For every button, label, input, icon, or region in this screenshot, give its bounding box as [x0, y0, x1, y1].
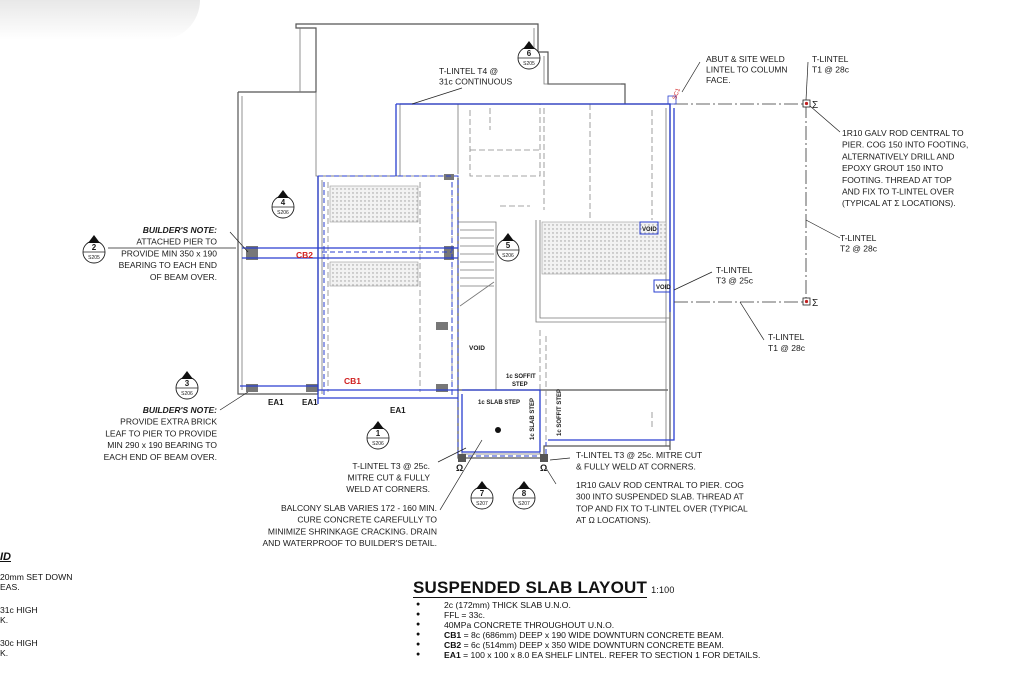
note-key: CB1	[444, 630, 462, 640]
legend-item: EAS.	[0, 582, 20, 592]
annotation-t3-left	[346, 461, 430, 494]
drawing-title	[413, 578, 675, 598]
annotation-line: T-LINTEL	[716, 265, 753, 275]
annotation-line: T-LINTEL T4 @	[439, 66, 499, 76]
section-marker-ref: S206	[502, 253, 514, 259]
annotation-line: T2 @ 28c	[840, 243, 877, 254]
ea1-label-1: EA1	[268, 398, 284, 407]
sigma-top: Σ	[812, 100, 819, 111]
note-text: 40MPa CONCRETE THROUGHOUT U.N.O.	[444, 620, 615, 630]
cb2-label: CB2	[296, 250, 314, 260]
annotation-line: T1 @ 28c	[812, 64, 849, 75]
annotation-line: EACH END OF BEAM OVER.	[103, 451, 217, 462]
section-marker-arrow-icon	[277, 190, 289, 198]
section-marker-ref: S205	[88, 255, 100, 261]
note-item	[413, 620, 760, 630]
annotation-line: LEAF TO PIER TO PROVIDE	[105, 428, 217, 439]
soffit-step-line1: 1c SOFFIT	[506, 374, 536, 380]
ea1-label-3: EA1	[390, 406, 406, 415]
soffit-step-line2: STEP	[512, 382, 528, 388]
section-marker-number: 3	[184, 379, 190, 388]
section-marker-number: 8	[521, 489, 527, 498]
annotation-line: PROVIDE MIN 350 x 190	[121, 248, 217, 259]
annotation-line: T-LINTEL	[812, 54, 849, 64]
section-marker-arrow-icon	[518, 481, 530, 489]
note-item	[413, 650, 760, 660]
legend-item: K.	[0, 648, 9, 658]
slab-step-label: 1c SLAB STEP	[478, 400, 521, 406]
section-marker	[497, 233, 519, 261]
annotation-t4	[439, 66, 513, 87]
annotation-line: T-LINTEL	[768, 332, 805, 342]
omega-left: Ω	[456, 463, 464, 473]
section-marker	[513, 481, 535, 509]
annotation-line: ALTERNATIVELY DRILL AND	[842, 151, 955, 162]
omega-right: Ω	[540, 463, 548, 473]
soffit-step-vertical: 1c SOFFIT STEP	[557, 388, 563, 436]
annotation-line: BUILDER'S NOTE:	[142, 225, 217, 235]
annotation-line: BUILDER'S NOTE:	[142, 405, 217, 415]
annotation-t1-top	[812, 54, 850, 75]
annotation-line: (TYPICAL AT Σ LOCATIONS).	[842, 198, 956, 209]
legend-item: 30c HIGH	[0, 638, 38, 648]
note-key: EA1	[444, 650, 461, 660]
section-marker-number: 4	[280, 198, 286, 207]
section-marker-ref: S207	[518, 501, 530, 507]
annotation-line: WELD AT CORNERS.	[346, 484, 430, 494]
annotation-line: 1R10 GALV ROD CENTRAL TO PIER. COG	[576, 480, 744, 490]
annotation-t2	[840, 233, 878, 254]
annotation-line: ABUT & SITE WELD	[706, 54, 785, 64]
annotation-line: T-LINTEL T3 @ 25c.	[352, 461, 430, 471]
section-marker-arrow-icon	[523, 41, 535, 49]
annotation-line: T1 @ 28c	[768, 343, 805, 353]
section-marker-number: 1	[375, 429, 381, 438]
annotation-line: 31c CONTINUOUS	[439, 76, 513, 87]
legend-item: K.	[0, 615, 9, 625]
legend-item: 20mm SET DOWN	[0, 572, 73, 582]
annotation-line: FOOTING. THREAD AT TOP	[842, 174, 952, 185]
note-item	[413, 630, 760, 640]
note-text: = 100 x 100 x 8.0 EA SHELF LINTEL. REFER TO SECTION 1 FOR DETAILS.	[460, 650, 761, 660]
void-label-2: VOID	[656, 285, 671, 291]
general-notes	[413, 600, 760, 660]
annotation-line: CURE CONCRETE CAREFULLY TO	[297, 514, 437, 525]
slab-step-vertical: 1c SLAB STEP	[530, 397, 536, 440]
annotation-line: MITRE CUT & FULLY	[347, 472, 430, 483]
annotation-rod-omega	[576, 480, 748, 525]
annotation-line: BEARING TO EACH END	[118, 260, 217, 271]
annotation-t1-bottom	[768, 332, 806, 353]
ea1-label-2: EA1	[302, 398, 318, 407]
section-marker-number: 7	[479, 489, 485, 498]
section-marker-number: 5	[505, 241, 511, 250]
note-item	[413, 610, 760, 620]
note-text: = 6c (514mm) DEEP x 350 WIDE DOWNTURN CONCRETE BEAM.	[461, 640, 724, 650]
sc1-label: SC1	[672, 87, 682, 101]
annotation-line: T3 @ 25c	[716, 275, 753, 286]
note-item	[413, 640, 760, 650]
annotation-line: T-LINTEL T3 @ 25c. MITRE CUT	[576, 450, 703, 460]
annotation-line: OF BEAM OVER.	[149, 271, 217, 282]
section-marker	[518, 41, 540, 69]
section-marker-arrow-icon	[88, 235, 100, 243]
void-label-stair: VOID	[469, 345, 485, 352]
title-scale: 1:100	[651, 585, 675, 595]
section-marker	[272, 190, 294, 218]
annotation-line: & FULLY WELD AT CORNERS.	[576, 461, 696, 472]
annotation-line: PROVIDE EXTRA BRICK	[120, 416, 217, 427]
note-key: CB2	[444, 640, 462, 650]
section-marker-arrow-icon	[502, 233, 514, 241]
annotation-line: AT Ω LOCATIONS).	[576, 515, 651, 526]
annotation-line: MIN 290 x 190 BEARING TO	[107, 440, 217, 451]
annotation-balcony	[263, 503, 438, 548]
note-text: 2c (172mm) THICK SLAB U.N.O.	[444, 600, 571, 610]
annotation-line: BALCONY SLAB VARIES 172 - 160 MIN.	[280, 503, 437, 513]
legend-partial	[0, 552, 72, 658]
annotation-abut	[706, 54, 788, 85]
legend-item: 31c HIGH	[0, 605, 38, 615]
annotation-line: TOP AND FIX TO T-LINTEL OVER (TYPICAL	[576, 503, 748, 514]
section-marker-arrow-icon	[476, 481, 488, 489]
annotation-line: AND FIX TO T-LINTEL OVER	[842, 186, 955, 197]
annotation-line: MINIMIZE SHRINKAGE CRACKING. DRAIN	[267, 526, 437, 537]
cb1-label: CB1	[344, 376, 362, 386]
note-text: = 8c (686mm) DEEP x 190 WIDE DOWNTURN CONCRETE BEAM.	[461, 630, 724, 640]
annotation-builder1	[119, 225, 218, 282]
annotation-line: 300 INTO SUSPENDED SLAB. THREAD AT	[576, 491, 744, 502]
annotation-rod-right	[842, 128, 968, 208]
annotation-t3-right	[716, 265, 754, 286]
section-marker	[83, 235, 105, 263]
annotation-line: 1R10 GALV ROD CENTRAL TO	[842, 128, 964, 138]
section-marker-ref: S206	[372, 441, 384, 447]
void-label-1: VOID	[642, 227, 657, 233]
annotation-line: EPOXY GROUT 150 INTO	[842, 163, 944, 174]
annotation-line: T-LINTEL	[840, 233, 877, 243]
section-marker-number: 2	[91, 243, 97, 252]
section-marker-ref: S205	[523, 61, 535, 67]
section-marker-ref: S207	[476, 501, 488, 507]
section-marker-arrow-icon	[372, 421, 384, 429]
section-marker-number: 6	[526, 49, 532, 58]
note-text: FFL = 33c.	[444, 610, 485, 620]
annotation-line: ATTACHED PIER TO	[136, 236, 217, 247]
section-marker	[176, 371, 198, 399]
legend-heading: ID	[0, 551, 11, 563]
annotation-line: LINTEL TO COLUMN	[706, 64, 788, 75]
annotation-line: AND WATERPROOF TO BUILDER'S DETAIL.	[262, 538, 437, 549]
title-text: SUSPENDED SLAB LAYOUT	[413, 578, 648, 597]
section-marker-ref: S206	[181, 391, 193, 397]
section-marker	[367, 421, 389, 449]
section-marker-ref: S206	[277, 210, 289, 216]
setdown-areas	[330, 186, 666, 286]
section-marker	[471, 481, 493, 509]
annotation-line: FACE.	[706, 75, 731, 85]
annotation-t3-mid	[576, 450, 702, 472]
annotation-line: PIER. COG 150 INTO FOOTING,	[842, 139, 969, 150]
note-item	[413, 600, 760, 610]
section-marker-arrow-icon	[181, 371, 193, 379]
annotation-builder2	[104, 405, 218, 462]
sigma-bottom: Σ	[812, 298, 819, 309]
